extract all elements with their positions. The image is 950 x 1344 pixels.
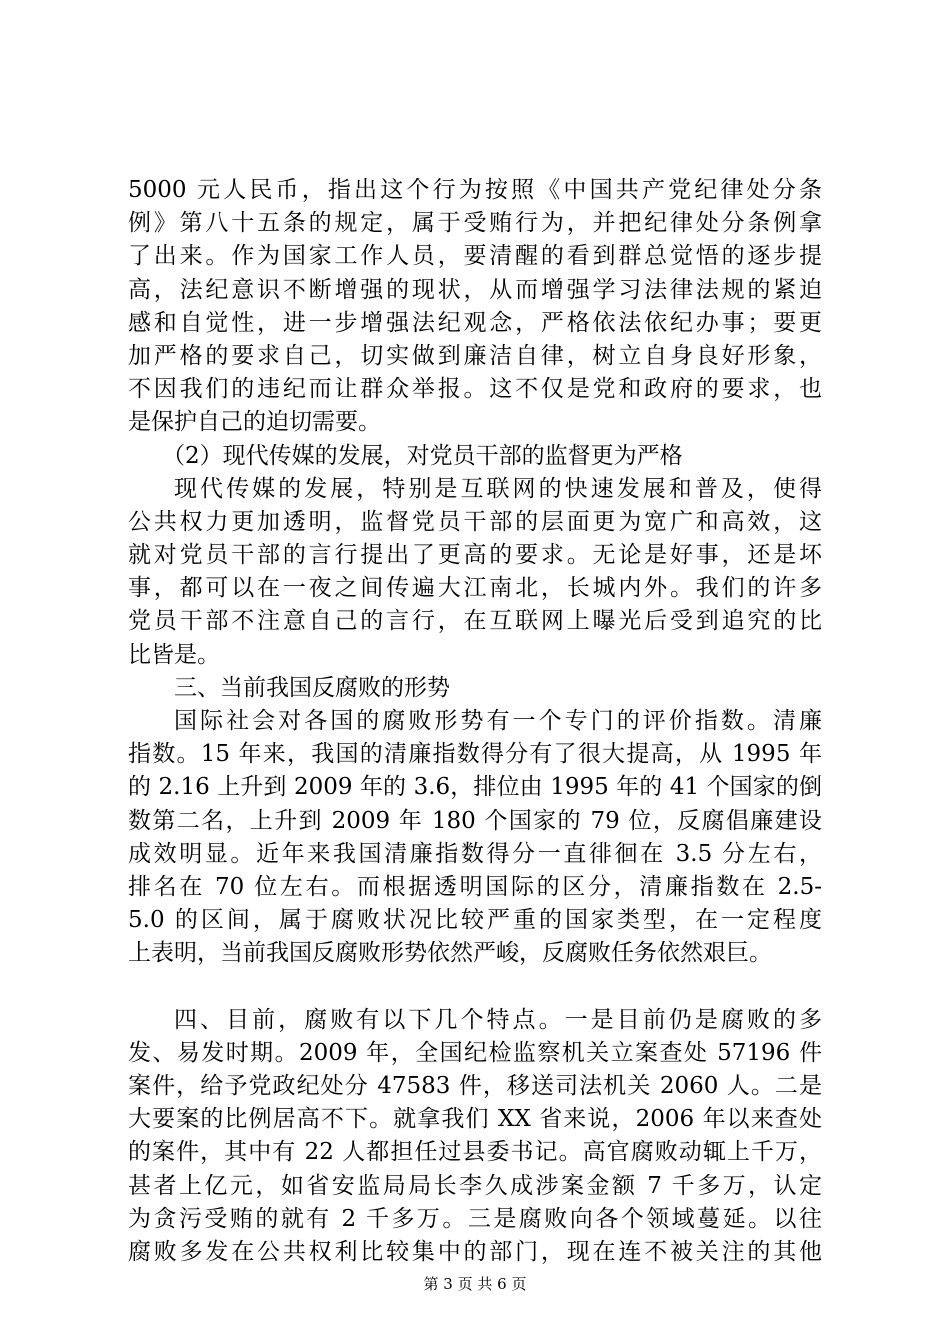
text-line: 排名在 70 位左右。而根据透明国际的区分，清廉指数在 2.5- [128,873,822,900]
text-line: 感和自觉性，进一步增强法纪观念，严格依法依纪办事；要更 [128,309,822,336]
heading-line: （2）现代传媒的发展，对党员干部的监督更为严格 [162,442,683,469]
text-line: 了出来。作为国家工作人员，要清醒的看到群总觉悟的逐步提 [128,243,822,270]
paragraph-1 [128,174,822,440]
text-line: 就对党员干部的言行提出了更高的要求。无论是好事，还是坏 [128,542,822,569]
text-line: 加严格的要求自己，切实做到廉洁自律，树立自身良好形象， [128,342,822,369]
page-footer: 第 3 页 共 6 页 [423,1275,527,1293]
section-heading-2 [128,440,822,473]
text-line: 数第二名，上升到 2009 年 180 个国家的 79 位，反腐倡廉建设 [128,807,822,834]
text-line: 案件，给予党政纪处分 47583 件，移送司法机关 2060 人。二是 [128,1073,822,1100]
text-line: 大要案的比例居高不下。就拿我们 XX 省来说，2006 年以来查处 [128,1106,822,1133]
text-line: 5.0 的区间，属于腐败状况比较严重的国家类型，在一定程度 [128,907,822,934]
heading-line: 三、当前我国反腐败的形势 [174,674,450,701]
text-line: 甚者上亿元，如省安监局局长李久成涉案金额 7 千多万，认定 [128,1172,822,1199]
text-line: 的案件，其中有 22 人都担任过县委书记。高官腐败动辄上千万， [128,1139,822,1166]
text-line: 党员干部不注意自己的言行，在互联网上曝光后受到追究的比 [128,608,822,635]
paragraph-2 [128,473,822,672]
text-line: 5000 元人民币，指出这个行为按照《中国共产党纪律处分条 [128,177,822,203]
text-line: 的 2.16 上升到 2009 年的 3.6，排位由 1995 年的 41 个国家的倒 [128,774,822,801]
text-line: 例》第八十五条的规定，属于受贿行为，并把纪律处分条例拿 [128,210,822,237]
text-line: 上表明，当前我国反腐败形势依然严峻，反腐败任务依然艰巨。 [128,940,772,967]
text-line: 是保护自己的迫切需要。 [128,409,381,436]
text-line: 公共权力更加透明，监督党员干部的层面更为宽广和高效，这 [128,508,822,535]
text-line: 四、目前，腐败有以下几个特点。一是目前仍是腐败的多 [174,1006,822,1033]
paragraph-4 [128,1004,822,1270]
text-line: 不因我们的违纪而让群众举报。这不仅是党和政府的要求，也 [128,376,822,403]
text-line: 腐败多发在公共权利比较集中的部门，现在连不被关注的其他 [128,1239,822,1265]
document-body [128,174,822,1269]
section-heading-3 [128,672,822,705]
text-line: 为贪污受贿的就有 2 千多万。三是腐败向各个领域蔓延。以往 [128,1205,822,1232]
text-line: 高，法纪意识不断增强的现状，从而增强学习法律法规的紧迫 [128,276,822,303]
text-line: 比皆是。 [128,641,220,668]
text-line: 成效明显。近年来我国清廉指数得分一直徘徊在 3.5 分左右， [128,840,822,867]
paragraph-3 [128,705,822,971]
text-line: 事，都可以在一夜之间传遍大江南北，长城内外。我们的许多 [128,575,822,602]
text-line: 指数。15 年来，我国的清廉指数得分有了很大提高，从 1995 年 [128,741,822,768]
text-line: 发、易发时期。2009 年，全国纪检监察机关立案查处 57196 件 [128,1039,822,1066]
text-line: 国际社会对各国的腐败形势有一个专门的评价指数。清廉 [174,708,822,734]
blank-line [128,971,822,1004]
text-line: 现代传媒的发展，特别是互联网的快速发展和普及，使得 [174,475,822,502]
